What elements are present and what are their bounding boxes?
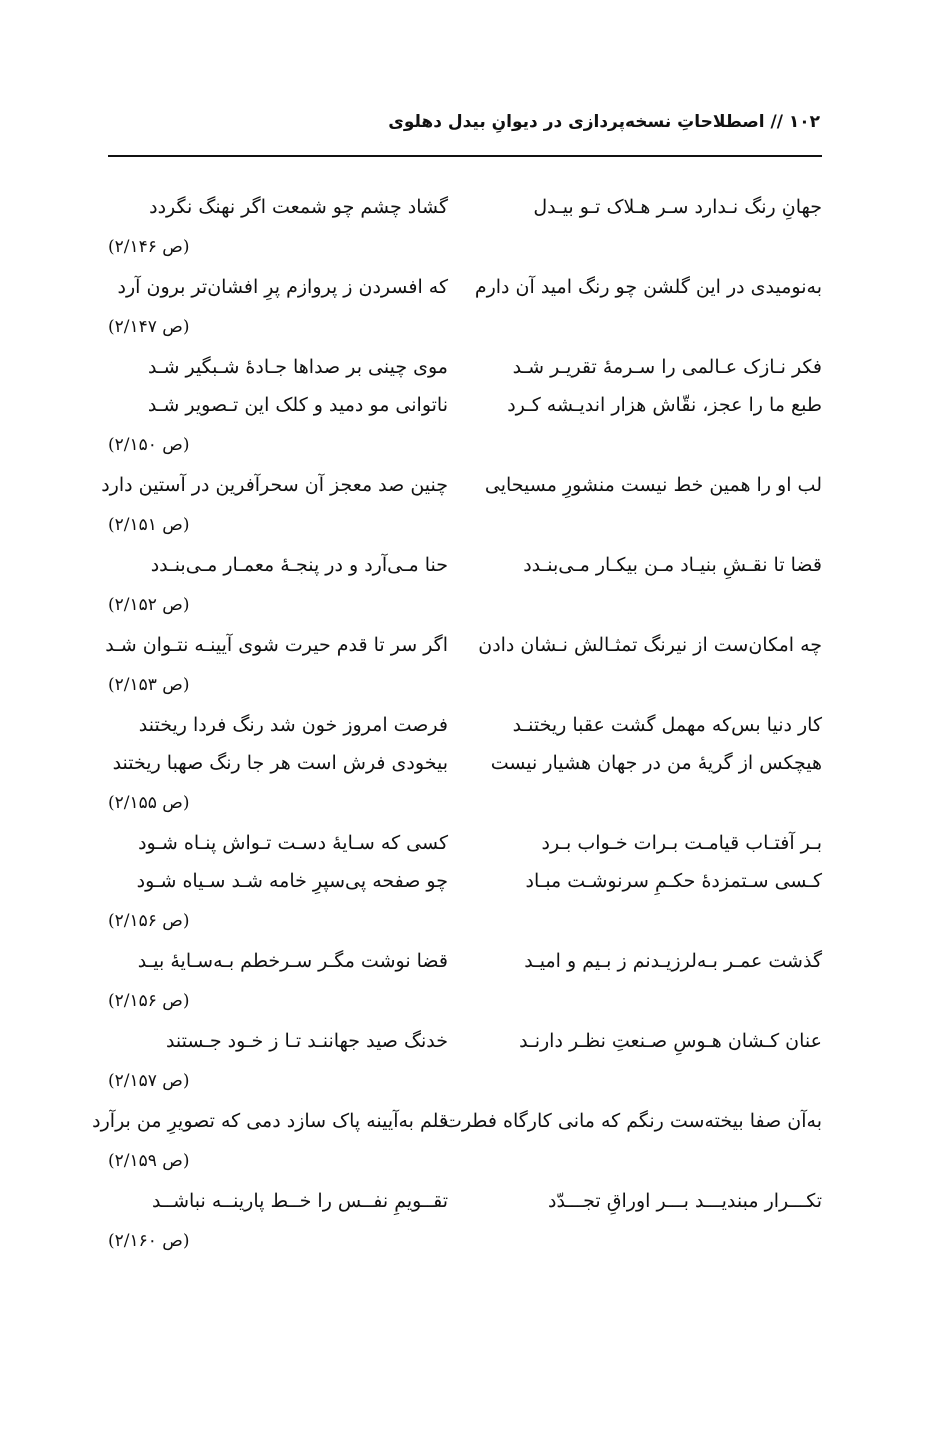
first-hemistich: فکر نـازک عـالمی را سـرمهٔ تقریـر شـد	[512, 356, 822, 378]
reference-row	[108, 424, 822, 466]
couplet	[108, 268, 822, 306]
second-hemistich: گشاد چشم چو شمعت اگر نهنگ نگردد	[149, 196, 448, 218]
first-hemistich: عنان کـشان هـوسِ صـنعتِ نظـر دارنـد	[519, 1030, 822, 1052]
reference-row	[108, 306, 822, 348]
reference-row	[108, 226, 822, 268]
second-hemistich: اگر سر تا قدم حیرت شوی آیینـه نتـوان شـد	[105, 634, 448, 656]
first-hemistich: جهانِ رنگ نـدارد سـر هـلاک تـو بیـدل	[533, 196, 822, 218]
couplet	[108, 862, 822, 900]
running-head: ۱۰۲ // اصطلاحاتِ نسخه‌پردازی در دیوانِ بیدل دهلوی	[388, 112, 820, 132]
first-hemistich: طبع ما را عجز، نقّاش هزار اندیـشه کـرد	[507, 394, 822, 416]
reference-row	[108, 900, 822, 942]
second-hemistich: فرصت امروز خون شد رنگ فردا ریختند	[138, 714, 448, 736]
reference-row	[108, 1140, 822, 1182]
couplet	[108, 706, 822, 744]
first-hemistich: به‌آن صفا بیخته‌ست رنگم که مانی کارگاه فطرت	[443, 1110, 822, 1132]
second-hemistich: ناتوانی مو دمید و کلک این تـصویر شـد	[147, 394, 448, 416]
first-hemistich: هیچکس از گریهٔ من در جهان هشیار نیست	[490, 752, 822, 774]
couplet	[108, 1022, 822, 1060]
couplet	[108, 744, 822, 782]
page-reference: (ص ۲/۱۵۱)	[108, 515, 190, 535]
reference-row	[108, 584, 822, 626]
first-hemistich: کار دنیا بس‌که مهمل گشت عقبا ریختنـد	[512, 714, 822, 736]
first-hemistich: کـسی سـتمزدهٔ حکـمِ سرنوشـت مبـاد	[525, 870, 822, 892]
second-hemistich: قلم به‌آیینه پاک سازد دمی که تصویرِ من برآرد	[92, 1110, 448, 1132]
first-hemistich: لب او را همین خط نیست منشورِ مسیحایی	[484, 474, 822, 496]
page-reference: (ص ۲/۱۵۰)	[108, 435, 190, 455]
second-hemistich: موی چینی بر صداها جـادهٔ شـبگیر شـد	[147, 356, 448, 378]
reference-row	[108, 980, 822, 1022]
page-reference: (ص ۲/۱۵۷)	[108, 1071, 190, 1091]
couplet	[108, 348, 822, 386]
first-hemistich: به‌نومیدی در این گلشن چو رنگ امید آن دارم	[474, 276, 822, 298]
page-reference: (ص ۲/۱۵۶)	[108, 991, 190, 1011]
page-reference: (ص ۲/۱۵۳)	[108, 675, 190, 695]
reference-row	[108, 504, 822, 546]
reference-row	[108, 664, 822, 706]
page-reference: (ص ۲/۱۵۲)	[108, 595, 190, 615]
couplet	[101, 466, 822, 504]
verse-list	[92, 188, 822, 1262]
couplet	[108, 386, 822, 424]
second-hemistich: حنا مـی‌آرد و در پنجـهٔ معمـار مـی‌بنـدد	[150, 554, 448, 576]
second-hemistich: چنین صد معجز آن سحرآفرین در آستین دارد	[101, 474, 448, 496]
second-hemistich: خدنگ صید جهاننـد تـا ز خـود جـستند	[165, 1030, 448, 1052]
page-reference: (ص ۲/۱۴۶)	[108, 237, 190, 257]
couplet	[108, 1182, 822, 1220]
couplet	[108, 942, 822, 980]
second-hemistich: قضا نوشت مگـر سـرخطم بـه‌سـایهٔ بیـد	[137, 950, 448, 972]
page-reference: (ص ۲/۱۵۹)	[108, 1151, 190, 1171]
page-reference: (ص ۲/۱۶۰)	[108, 1231, 190, 1251]
couplet	[108, 188, 822, 226]
second-hemistich: کسی که سـایهٔ دسـت تـواش پنـاه شـود	[138, 832, 448, 854]
second-hemistich: که افسردن ز پروازم پرِ افشان‌تر برون آرد	[117, 276, 448, 298]
second-hemistich: بیخودی فرش است هر جا رنگ صهبا ریختند	[112, 752, 448, 774]
second-hemistich: چو صفحه پی‌سپرِ خامه شـد سـیاه شـود	[136, 870, 448, 892]
first-hemistich: بـر آفتـاب قیامـت بـرات خـواب بـرد	[541, 832, 822, 854]
couplet	[105, 626, 822, 664]
first-hemistich: چه امکان‌ست از نیرنگ تمثـالش نـشان دادن	[478, 634, 822, 656]
first-hemistich: گذشت عمـر بـه‌لرزیـدنم ز بـیم و امیـد	[524, 950, 822, 972]
couplet	[108, 546, 822, 584]
first-hemistich: تکـــرار مبندیـــد بـــر اوراقِ تجـــدّد	[548, 1190, 822, 1212]
couplet	[108, 824, 822, 862]
reference-row	[108, 1060, 822, 1102]
page-reference: (ص ۲/۱۴۷)	[108, 317, 190, 337]
couplet	[92, 1102, 822, 1140]
reference-row	[108, 782, 822, 824]
page-reference: (ص ۲/۱۵۶)	[108, 911, 190, 931]
reference-row	[108, 1220, 822, 1262]
page-reference: (ص ۲/۱۵۵)	[108, 793, 190, 813]
second-hemistich: تقــویمِ نفــس را خــط پارینــه نباشــد	[151, 1190, 448, 1212]
header-rule	[108, 155, 822, 157]
first-hemistich: قضا تا نقـشِ بنیـاد مـن بیکـار مـی‌بنـدد	[523, 554, 822, 576]
